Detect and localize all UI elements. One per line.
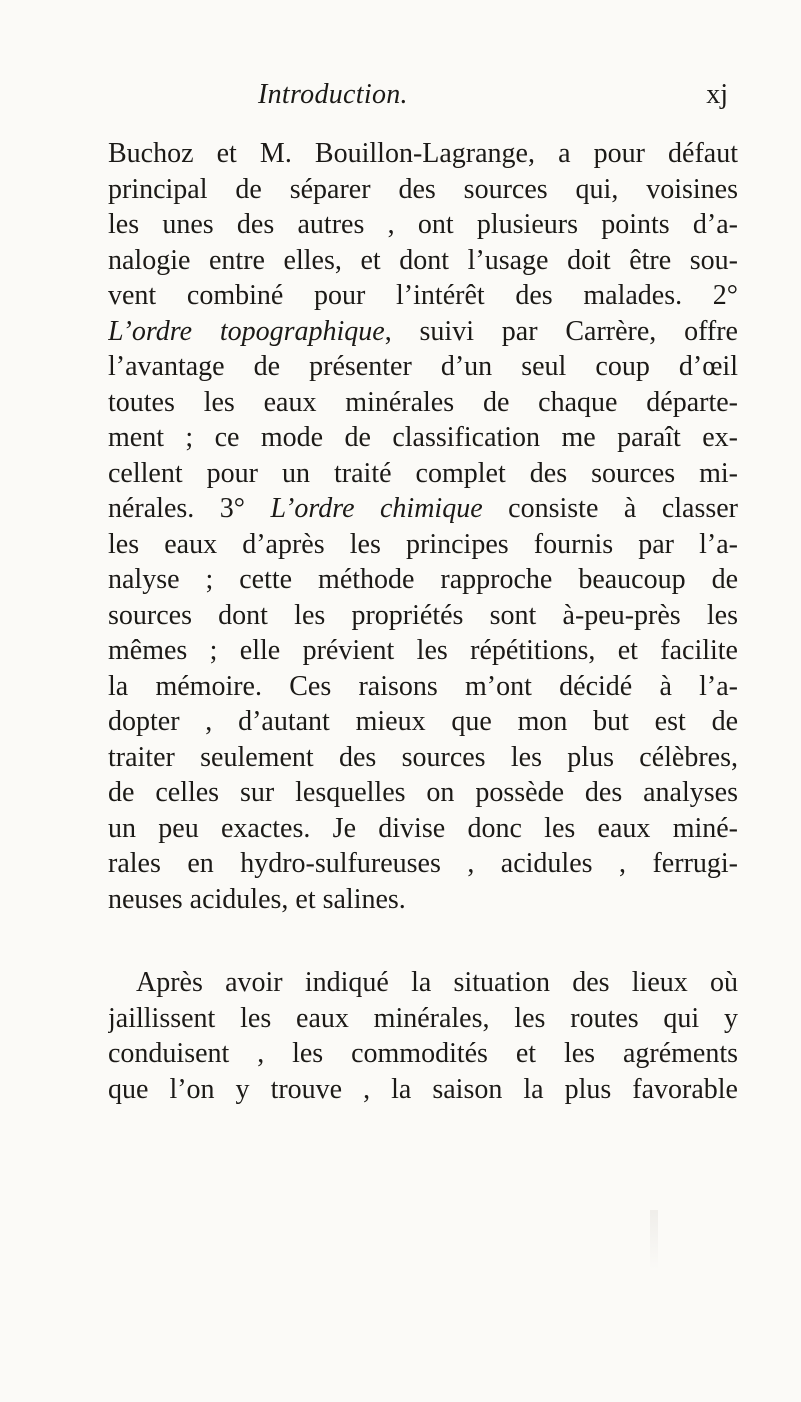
text-line: les unes des autres , ont plusieurs points d’a- [108,209,738,240]
text-line: vent combiné pour l’intérêt des malades. 2° [108,280,738,311]
text-line: traiter seulement des sources les plus célèbres, [108,741,738,773]
text-line: jaillissent les eaux minérales, les routes qui y [108,1002,738,1034]
text-line: nérales. 3° L’ordre chimique consiste à classer [108,493,738,524]
text-line: principal de séparer des sources qui, voisines [108,173,738,205]
text-line: que l’on y trouve , la saison la plus favorable [108,1073,738,1105]
text-line: ment ; ce mode de classification me paraît ex- [108,422,738,453]
paper-stain [650,1210,658,1270]
text-line: Buchoz et M. Bouillon-Lagrange, a pour défaut [108,138,738,169]
text-line: conduisent , les commodités et les agréments [108,1038,738,1069]
text-line: rales en hydro-sulfureuses , acidules , ferrugi- [108,848,738,879]
running-title: Introduction. [258,79,408,110]
text-line: mêmes ; elle prévient les répétitions, et facilite [108,635,738,666]
page-header [258,78,728,126]
text-line: nalogie entre elles, et dont l’usage doit être sou- [108,244,738,276]
text-line: les eaux d’après les principes fournis par l’a- [108,528,738,560]
text-line: cellent pour un traité complet des sources mi- [108,457,738,489]
text-line: nalyse ; cette méthode rapproche beaucoup de [108,564,738,595]
page-number: xj [706,79,728,110]
text-line: l’avantage de présenter d’un seul coup d’œil [108,351,738,382]
text-line: dopter , d’autant mieux que mon but est de [108,706,738,737]
body-text [108,136,738,1107]
text-line-italic-lead: L’ordre topographique, suivi par Carrère, offre [108,315,738,347]
paragraph-2 [108,965,738,1107]
text-line: la mémoire. Ces raisons m’ont décidé à l’a- [108,670,738,702]
text-line: neuses acidules, et salines. [108,883,406,915]
text-line: Après avoir indiqué la situation des lieux où [136,967,738,998]
text-line: sources dont les propriétés sont à-peu-près les [108,599,738,631]
text-line: toutes les eaux minérales de chaque départe- [108,386,738,418]
text-line: de celles sur lesquelles on possède des analyses [108,777,738,808]
paragraph-1 [108,136,738,917]
text-line: un peu exactes. Je divise donc les eaux miné- [108,812,738,844]
